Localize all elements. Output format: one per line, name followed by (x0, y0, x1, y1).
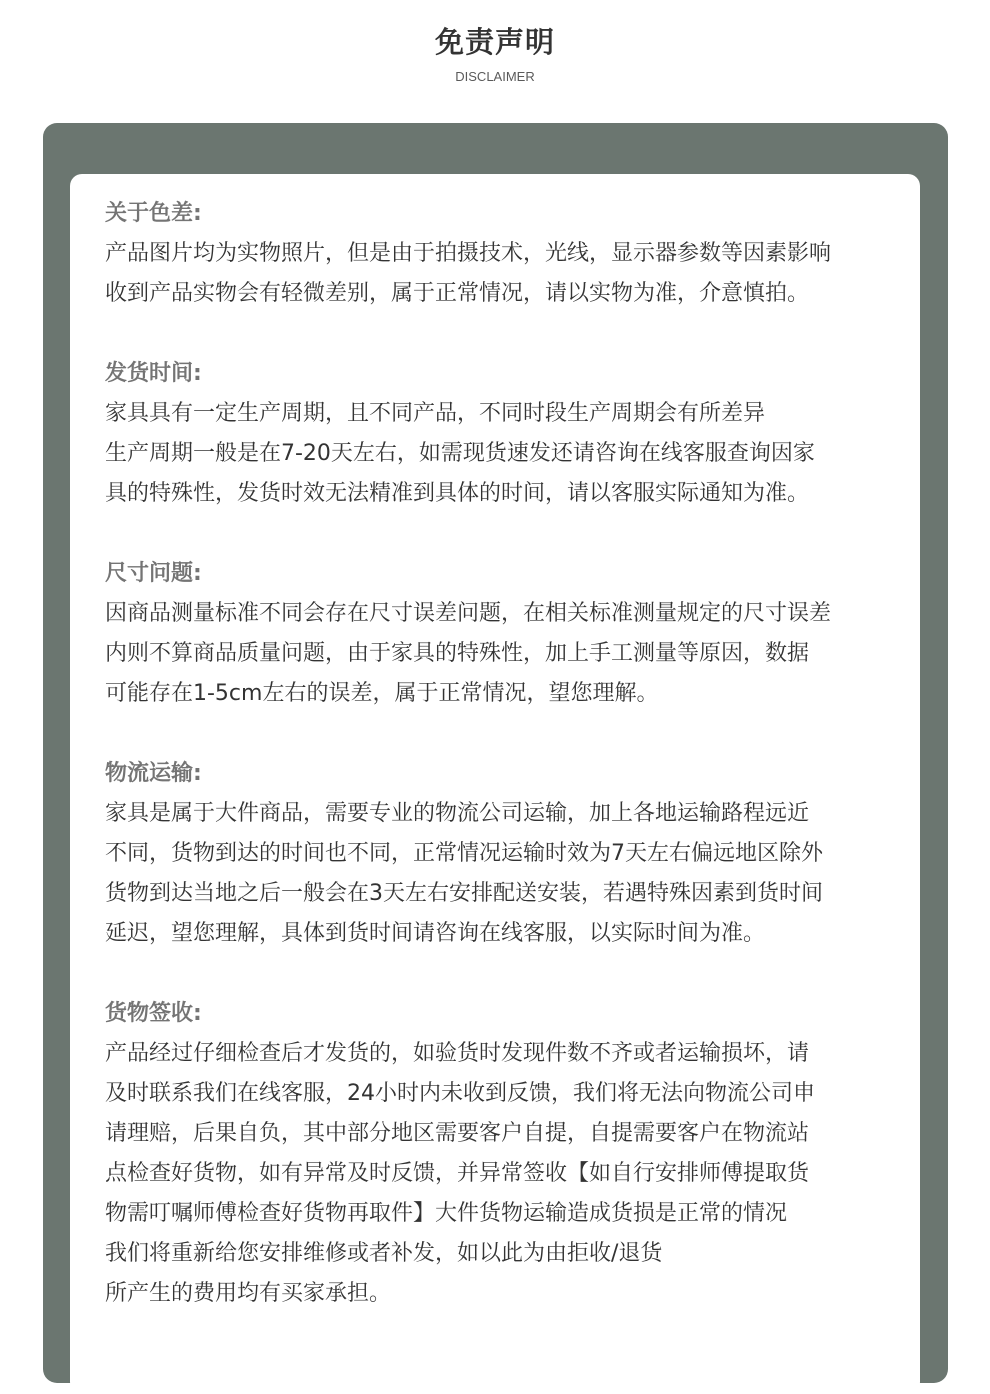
page-title: 免责声明 (434, 25, 555, 59)
section-size-issues (105, 554, 905, 714)
section-line: 货物到达当地之后一般会在3天左右安排配送安装，若遇特殊因素到货时间 (105, 881, 823, 906)
section-logistics (105, 754, 905, 954)
section-line: 物需叮嘱师傅检查好货物再取件】大件货物运输造成货损是正常的情况 (105, 1201, 788, 1226)
section-line: 家具是属于大件商品，需要专业的物流公司运输，加上各地运输路程远近 (105, 801, 810, 826)
section-line: 内则不算商品质量问题，由于家具的特殊性，加上手工测量等原因，数据 (105, 641, 810, 666)
section-line: 点检查好货物，如有异常及时反馈，并异常签收【如自行安排师傅提取货 (105, 1161, 810, 1186)
section-receipt (105, 994, 905, 1314)
section-title: 尺寸问题: (105, 561, 202, 586)
section-line: 具的特殊性，发货时效无法精准到具体的时间，请以客服实际通知为准。 (105, 481, 810, 506)
section-line: 产品经过仔细检查后才发货的，如验货时发现件数不齐或者运输损坏，请 (105, 1041, 810, 1066)
section-line: 生产周期一般是在7-20天左右，如需现货速发还请咨询在线客服查询因家 (105, 441, 815, 466)
section-line: 产品图片均为实物照片，但是由于拍摄技术，光线，显示器参数等因素影响 (105, 241, 832, 266)
section-line: 不同，货物到达的时间也不同，正常情况运输时效为7天左右偏远地区除外 (105, 841, 823, 866)
section-title: 货物签收: (105, 1001, 202, 1026)
section-title: 物流运输: (105, 761, 202, 786)
section-line: 可能存在1-5cm左右的误差，属于正常情况，望您理解。 (105, 681, 659, 706)
section-line: 家具具有一定生产周期，且不同产品，不同时段生产周期会有所差异 (105, 401, 766, 426)
section-line: 收到产品实物会有轻微差别，属于正常情况，请以实物为准，介意慎拍。 (105, 281, 810, 306)
section-title: 发货时间: (105, 361, 202, 386)
section-color-difference (105, 194, 905, 314)
section-title: 关于色差: (105, 201, 202, 226)
section-shipping-time (105, 354, 905, 514)
section-line: 延迟，望您理解，具体到货时间请咨询在线客服，以实际时间为准。 (105, 921, 766, 946)
section-line: 我们将重新给您安排维修或者补发，如以此为由拒收/退货 (105, 1241, 663, 1266)
page-subtitle: DISCLAIMER (455, 69, 535, 84)
section-line: 因商品测量标准不同会存在尺寸误差问题，在相关标准测量规定的尺寸误差 (105, 601, 832, 626)
section-line: 及时联系我们在线客服，24小时内未收到反馈，我们将无法向物流公司申 (105, 1081, 815, 1106)
section-line: 请理赔，后果自负，其中部分地区需要客户自提，自提需要客户在物流站 (105, 1121, 810, 1146)
section-line: 所产生的费用均有买家承担。 (105, 1281, 392, 1306)
